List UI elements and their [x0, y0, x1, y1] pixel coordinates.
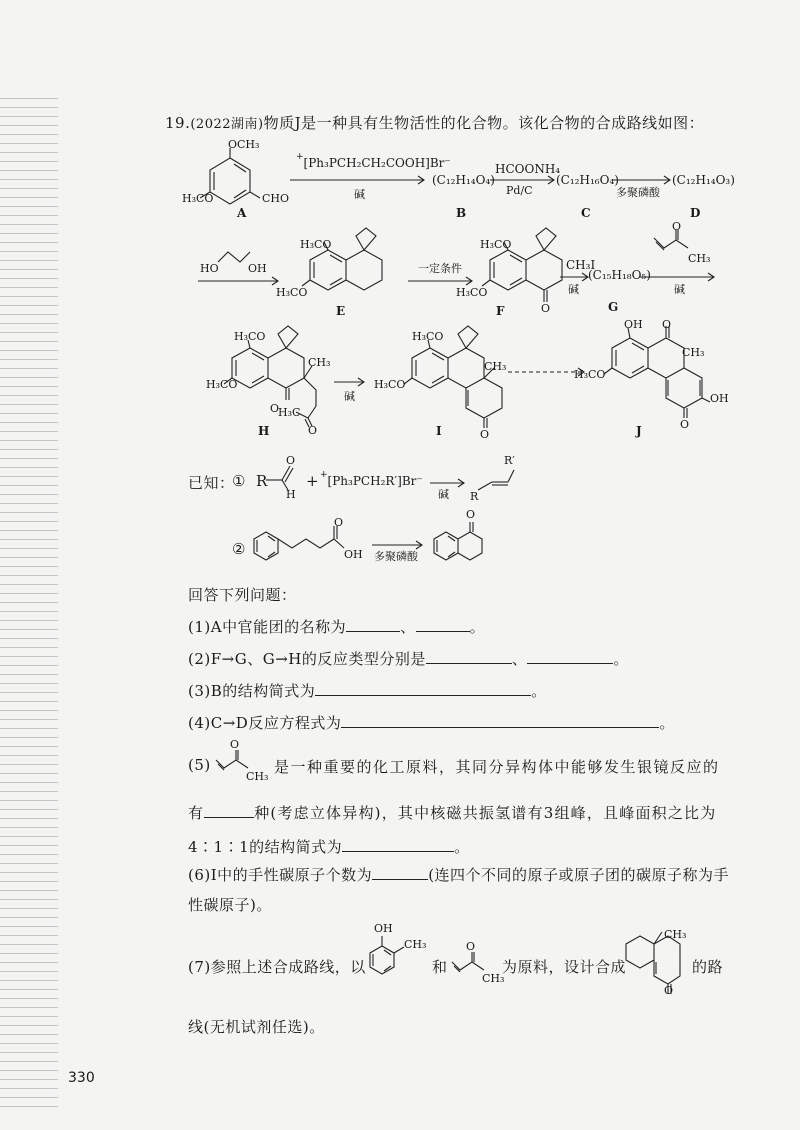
answer-heading: 回答下列问题： [188, 586, 297, 604]
diol-oh: OH [248, 262, 267, 275]
arrow-h-to-i [334, 377, 370, 387]
q5-line2 [188, 802, 716, 823]
i-o: O [480, 428, 490, 441]
step1-reagent-text: [Ph₃PCH₂CH₂COOH]Br⁻ [303, 156, 451, 170]
known-r1-num: ① [232, 472, 246, 490]
q3-text: (3)B的结构简式为 [188, 682, 316, 700]
label-j: J [636, 424, 642, 438]
q4-row [188, 712, 675, 733]
h-ch3: CH₃ [308, 356, 331, 369]
q2-sep: 、 [511, 650, 528, 668]
question-intro: 物质J是一种具有生物活性的化合物。该化合物的合成路线如图： [263, 114, 705, 132]
known-r1-o: O [286, 454, 296, 467]
step6-condition: 碱 [568, 283, 579, 296]
known-r1-h: H [286, 488, 296, 501]
q7-and: 和 [432, 958, 448, 976]
q5-o: O [230, 738, 240, 751]
q2-end: 。 [613, 650, 629, 668]
step7-condition: 碱 [674, 283, 685, 296]
q7-ch3-b: CH₃ [482, 972, 505, 985]
i-h3co-left: H₃CO [374, 378, 406, 391]
q2-blank-1[interactable] [426, 649, 512, 664]
q3-row [188, 680, 547, 701]
step6-reagent: CH₃I [566, 258, 596, 272]
e-h3co-top: H₃CO [300, 238, 332, 251]
j-h3co: H₃CO [574, 368, 606, 381]
known-r1-prod-rp: R′ [504, 454, 515, 467]
known-r2-prod-o: O [466, 508, 476, 521]
step5-reagent: 一定条件 [418, 262, 462, 275]
compound-j-structure [590, 318, 720, 428]
h-h3co-top: H₃CO [234, 330, 266, 343]
step1-plus: + [296, 152, 304, 162]
q5-line2-b: 种(考虑立体异构)，其中核磁共振氢谱有3组峰，且峰面积之比为 [254, 804, 717, 822]
known-r2-oh: OH [344, 548, 363, 561]
label-a: A [237, 206, 247, 220]
a-h3co: H₃CO [182, 192, 214, 205]
known-r2-o: O [334, 516, 344, 529]
h-side-o: O [308, 424, 318, 437]
q4-text: (4)C→D反应方程式为 [188, 714, 342, 732]
known-title: 已知： [188, 474, 235, 492]
arrow-d-to-e [198, 276, 284, 286]
page-number: 330 [68, 1070, 95, 1086]
q6-text-a: (6)I中的手性碳原子个数为 [188, 866, 373, 884]
q5-line3 [188, 836, 470, 857]
known-r2-tetralone [430, 516, 500, 570]
arrow-e-to-f [408, 276, 478, 286]
label-g: G [608, 300, 619, 314]
i-ch3: CH₃ [484, 360, 507, 373]
q7-text-c: 的路 [692, 958, 724, 976]
mvk-ch3: CH₃ [688, 252, 711, 265]
q1-blank-2[interactable] [416, 617, 470, 632]
d-formula: (C₁₂H₁₄O₃) [672, 173, 735, 187]
q7-oh: OH [374, 922, 393, 935]
step2-reagent: HCOONH₄ [495, 162, 561, 176]
b-formula: (C₁₂H₁₄O₄) [432, 173, 495, 187]
q2-row [188, 648, 629, 669]
a-ring [210, 158, 250, 204]
i-h3co-top: H₃CO [412, 330, 444, 343]
q6-row [188, 864, 729, 885]
q7-text-b: 为原料，设计合成 [502, 958, 627, 976]
j-oh-top: OH [624, 318, 643, 331]
known-r1-plus-sign: + [320, 470, 328, 480]
h-h3c: H₃C [278, 406, 301, 419]
j-ch3: CH₃ [682, 346, 705, 359]
known-r2-acid [248, 522, 368, 572]
f-h3co-top: H₃CO [480, 238, 512, 251]
j-ketone-o: O [662, 318, 672, 331]
q5-text: 是一种重要的化工原料，其同分异构体中能够发生银镜反应的 [274, 758, 720, 776]
mvk-o: O [672, 220, 682, 233]
q3-blank[interactable] [315, 681, 531, 696]
label-e: E [336, 304, 346, 318]
h-h3co-left: H₃CO [206, 378, 238, 391]
compound-i-structure [380, 318, 520, 428]
label-b: B [456, 206, 467, 220]
label-f: F [496, 304, 505, 318]
known-r1-plus: + [306, 472, 320, 490]
q3-end: 。 [531, 682, 547, 700]
q7-o: O [466, 940, 476, 953]
q1-blank-1[interactable] [346, 617, 400, 632]
q2-text: (2)F→G、G→H的反应类型分别是 [188, 650, 426, 668]
q1-text: (1)A中官能团的名称为 [188, 618, 347, 636]
arrow-a-to-b [290, 175, 430, 185]
q1-end: 。 [469, 618, 486, 636]
step1-condition: 碱 [354, 188, 365, 201]
q7-ch3-a: CH₃ [404, 938, 427, 951]
a-och3-top: OCH₃ [228, 138, 260, 151]
label-h: H [258, 424, 270, 438]
q5-line3-a: 4∶1∶1的结构简式为 [188, 838, 343, 856]
question-source: (2022湖南) [190, 117, 264, 132]
known-r1-arrow [430, 478, 470, 488]
q7-text-d: 线(无机试剂任选)。 [188, 1018, 325, 1036]
q7-text-a: (7)参照上述合成路线，以 [188, 958, 366, 976]
known-r1-condition: 碱 [438, 488, 449, 501]
q5-line2-a: 有 [188, 804, 205, 822]
q4-blank[interactable] [341, 713, 659, 728]
diol-ho: HO [200, 262, 219, 275]
step2-condition: Pd/C [506, 184, 533, 197]
step3-reagent: 多聚磷酸 [616, 186, 660, 199]
f-o: O [541, 302, 551, 315]
h-ketone-o: O [270, 402, 280, 415]
q1-row [188, 616, 485, 637]
label-c: C [581, 206, 591, 220]
q2-blank-2[interactable] [527, 649, 613, 664]
known-r2-reagent: 多聚磷酸 [374, 550, 418, 563]
known-r2-num: ② [232, 540, 246, 558]
known-r1-r: R [256, 472, 268, 490]
e-h3co-bottom: H₃CO [276, 286, 308, 299]
j-oh-right: OH [710, 392, 729, 405]
label-d: D [690, 206, 701, 220]
step1-reagent [296, 152, 451, 170]
q5-ch3: CH₃ [246, 770, 269, 783]
step8-condition: 碱 [344, 390, 355, 403]
question-number: 19. [165, 114, 191, 132]
q7-o-cresol-structure [360, 928, 420, 984]
compound-a-structure [180, 140, 280, 220]
q5-line3-end: 。 [454, 838, 470, 856]
known-r1-prod-r: R [470, 490, 479, 503]
q5-num: (5) [188, 756, 211, 774]
q7-o2: O [664, 984, 674, 997]
q6-text-b: (连四个不同的原子或原子团的碳原子称为手 [428, 866, 730, 884]
q1-sep: 、 [400, 618, 416, 636]
question-header [165, 112, 704, 133]
label-i: I [436, 424, 442, 438]
margin-ruled-lines [0, 90, 58, 1110]
f-h3co-bottom: H₃CO [456, 286, 488, 299]
q7-ch3-c: CH₃ [664, 928, 687, 941]
q6-text-c: 性碳原子)。 [188, 896, 272, 914]
known-r1-reagent [320, 470, 423, 488]
q5-blank-structure[interactable] [342, 837, 454, 852]
q4-end: 。 [659, 714, 675, 732]
q6-blank[interactable] [372, 865, 428, 880]
a-cho: CHO [262, 192, 290, 205]
known-r1-reagent-text: [Ph₃PCH₂R′]Br⁻ [327, 474, 423, 488]
g-formula: (C₁₅H₁₈O₅) [588, 268, 651, 282]
q5-blank-count[interactable] [204, 803, 254, 818]
c-formula: (C₁₂H₁₆O₄) [556, 173, 619, 187]
j-o-bottom: O [680, 418, 690, 431]
